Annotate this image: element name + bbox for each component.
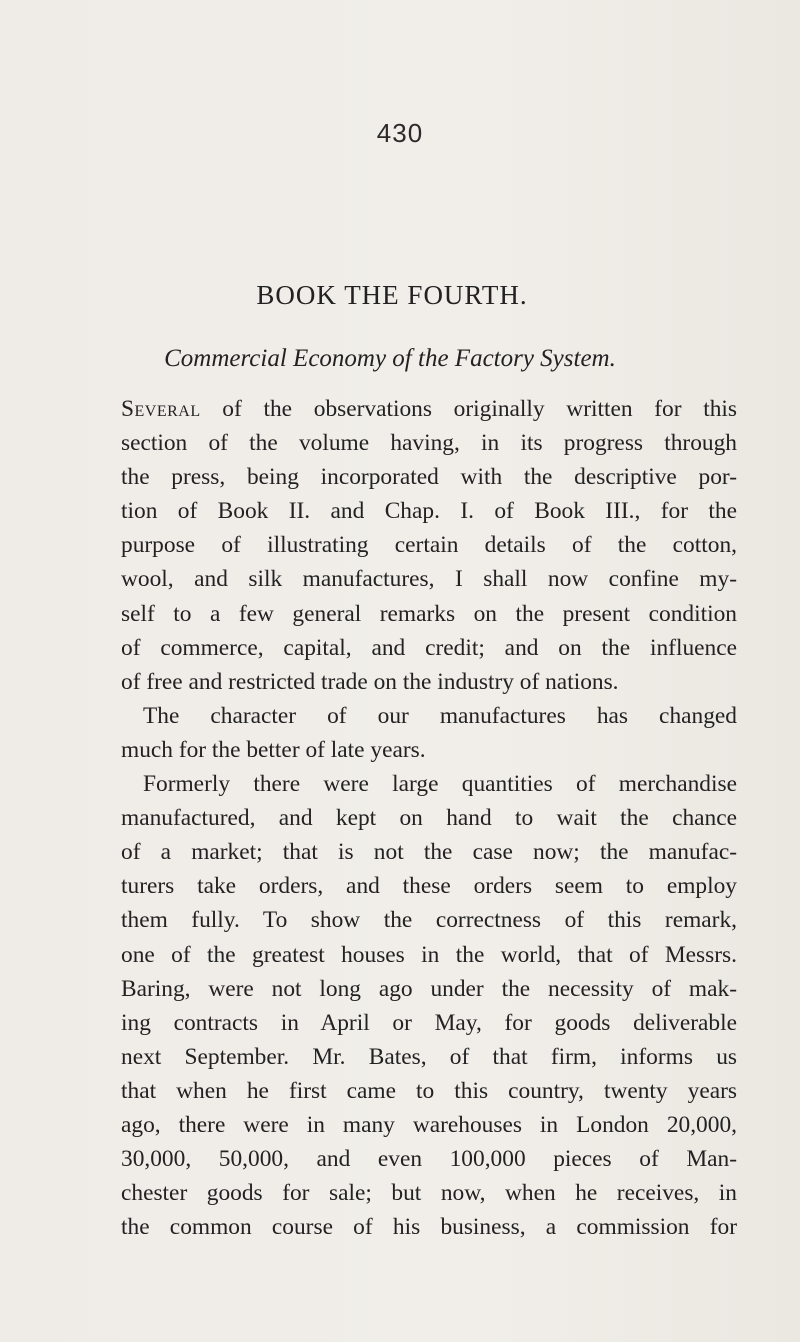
text-line: them fully. To show the correctness of this remark, [121, 907, 737, 934]
text-line: of commerce, capital, and credit; and on the influence [121, 634, 737, 661]
text-line: that when he first came to this country, twenty years [121, 1077, 737, 1104]
text-line: wool, and silk manufactures, I shall now confine my- [121, 566, 737, 593]
lead-word: Several [121, 396, 201, 422]
text-line: manufactured, and kept on hand to wait the chance [121, 805, 737, 832]
text-line: self to a few general remarks on the present condition [121, 600, 737, 627]
text-line: section of the volume having, in its progress through [121, 430, 737, 457]
text-line: one of the greatest houses in the world, that of Messrs. [121, 941, 737, 968]
text-line: next September. Mr. Bates, of that firm, informs us [121, 1043, 737, 1070]
text-line: 30,000, 50,000, and even 100,000 pieces of Man- [121, 1146, 737, 1173]
text-line: Formerly there were large quantities of merchandise [143, 771, 737, 798]
text-line: of a market; that is not the case now; the manufac- [121, 839, 737, 866]
text-line: ago, there were in many warehouses in London 20,000, [121, 1111, 737, 1138]
text-line [121, 392, 737, 426]
text-line: of free and restricted trade on the industry of nations. [121, 668, 619, 695]
text-line: the press, being incorporated with the descriptive por- [121, 464, 737, 491]
text-line-content: of the observations originally written for this [200, 396, 737, 422]
text-line: much for the better of late years. [121, 736, 426, 763]
body-text [121, 392, 737, 1244]
text-line: ing contracts in April or May, for goods deliverable [121, 1009, 737, 1036]
text-line: turers take orders, and these orders seem to employ [121, 873, 737, 900]
page-number: 430 [376, 118, 424, 148]
text-line: the common course of his business, a commission for [121, 1214, 737, 1241]
chapter-subtitle: Commercial Economy of the Factory System. [164, 345, 616, 372]
text-line: Baring, were not long ago under the necessity of mak- [121, 975, 737, 1002]
text-line: tion of Book II. and Chap. I. of Book III., for the [121, 498, 737, 525]
text-line: The character of our manufactures has changed [143, 702, 737, 729]
book-title: BOOK THE FOURTH. [256, 280, 528, 310]
text-line: chester goods for sale; but now, when he receives, in [121, 1180, 737, 1207]
text-line: purpose of illustrating certain details of the cotton, [121, 532, 737, 559]
